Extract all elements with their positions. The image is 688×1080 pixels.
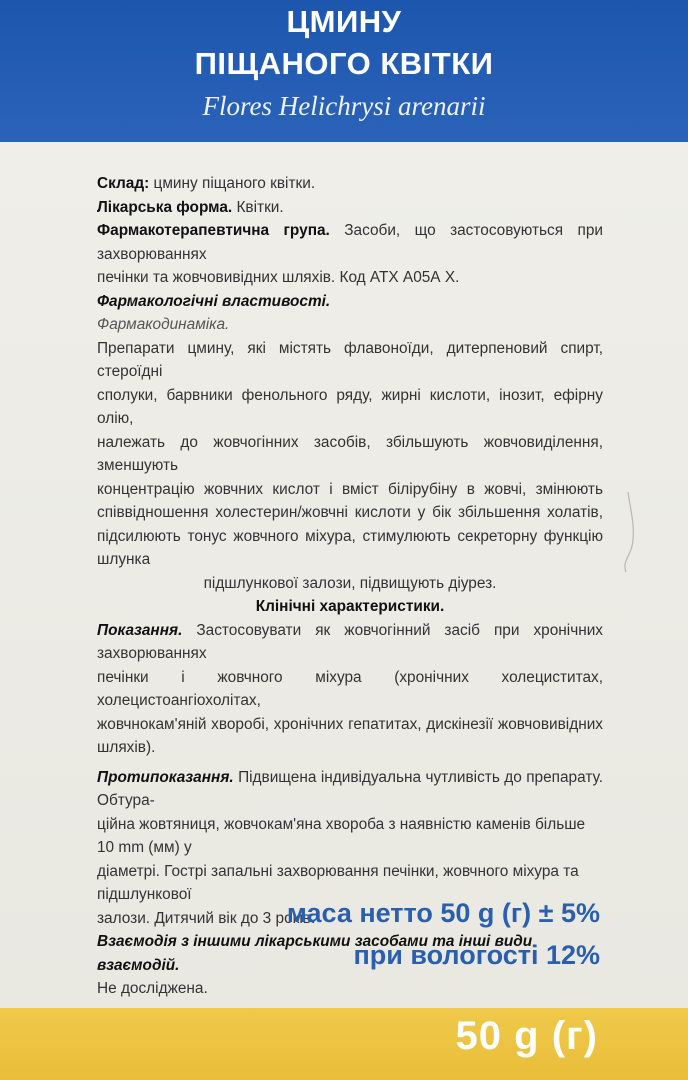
indications-line: жовчнокам'яній хворобі, хронічних гепатитах, дискінезії жовчовивідних [97, 715, 603, 733]
humidity-line: при вологості 12% [353, 940, 600, 970]
latin-name: Flores Helichrysi arenarii [202, 91, 486, 121]
composition-line [97, 172, 603, 196]
pharmacodynamics-line: Препарати цмину, які містять флавоноїди, дитерпеновий спирт, стероїдні [97, 339, 603, 380]
contra-text-1: Підвищена індивідуальна чутливість до препарату. Обтура- [97, 768, 603, 809]
contra-line: залози. Дитячий вік до 3 років. [97, 909, 316, 927]
contra-line-1 [97, 766, 603, 813]
net-mass-line: маса нетто 50 g (г) ± 5% [286, 898, 600, 928]
pharmacodynamics-line: належать до жовчогінних засобів, збільшують жовчовиділення, зменшують [97, 433, 603, 474]
clinical-heading [97, 595, 603, 619]
form-label: Лікарська форма. [97, 198, 233, 216]
pharmacodynamics-line: концентрацію жовчних кислот і вміст білірубіну в жовчі, змінюють [97, 480, 603, 498]
interaction-heading: Взаємодія з іншими лікарськими засобами та інші види взаємодій. [97, 933, 533, 974]
group-label: Фармакотерапевтична група. [97, 222, 330, 239]
interaction-text: Не досліджена. [97, 980, 208, 997]
pharmacodynamics-line: підсилюють тонус жовчного міхура, стимулюють секреторну функцію шлунка [97, 527, 603, 568]
group-line-1 [97, 219, 603, 266]
leaflet-text [97, 172, 603, 1001]
pharmacodynamics-line: сполуки, барвники фенольного ряду, жирні кислоти, інозит, ефірну олію, [97, 386, 603, 427]
indications-text-1: Застосовувати як жовчогінний засіб при хронічних захворюваннях [97, 621, 603, 662]
composition-label: Склад: [97, 175, 150, 192]
clinical-heading-text: Клінічні характеристики. [255, 598, 445, 615]
header-band [0, 0, 688, 142]
package-weight: 50 g (г) [455, 1014, 598, 1058]
pharmacodynamics-subheading: Фармакодинаміка. [97, 316, 230, 333]
indications-label: Показання. [97, 621, 183, 639]
composition-text: цмину піщаного квітки. [149, 175, 316, 192]
contra-label: Протипоказання. [97, 768, 234, 786]
contra-line: діаметрі. Гострі запальні захворювання печінки, жовчного міхура та підшлункової [97, 862, 579, 903]
group-text-1: Засоби, що застосовуються при захворюваннях [97, 222, 603, 263]
group-line-2: печінки та жовчовивідних шляхів. Код АТХ А05А X. [97, 269, 460, 286]
net-mass-block [287, 892, 600, 976]
form-line [97, 196, 603, 220]
indications-line: шляхів). [97, 739, 156, 756]
pharmacodynamics-line: співвідношення холестерин/жовчні кислоти у бік збільшення холатів, [97, 504, 603, 521]
product-title-line1: ЦМИНУ [286, 4, 402, 39]
indications-line-1 [97, 619, 603, 666]
product-title-line2: ПІЩАНОГО КВІТКИ [194, 46, 494, 81]
pen-mark-decoration [600, 488, 650, 578]
form-text: Квітки. [232, 198, 284, 216]
pharmacodynamics-line: підшлункової залози, підвищують діурез. [203, 574, 497, 592]
pharm-props-heading: Фармакологічні властивості. [97, 292, 331, 310]
contra-line: ційна жовтяниця, жовчокам'яна хвороба з наявністю каменів більше 10 mm (мм) у [97, 815, 586, 856]
indications-line: печінки і жовчного міхура (хронічних холециститах, холецистоангіохолітах, [97, 668, 603, 709]
